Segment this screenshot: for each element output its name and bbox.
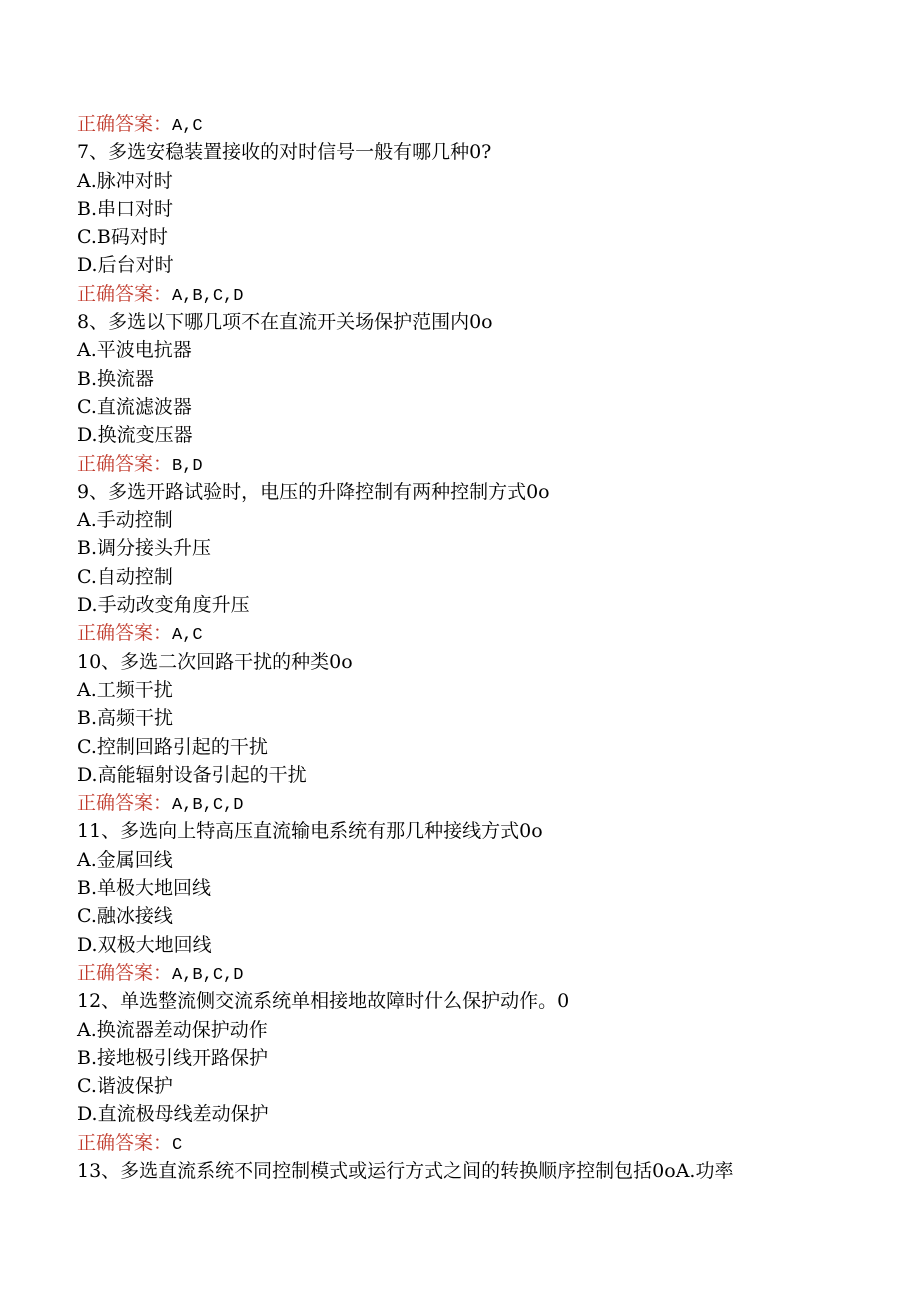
answer-value: B,D	[172, 456, 203, 476]
answer-label: 正确答案：	[77, 282, 173, 305]
option-item: C.融冰接线	[77, 905, 173, 928]
answer-value: A,B,C,D	[172, 796, 244, 816]
answer-value: C	[172, 1135, 183, 1155]
answer-line	[77, 959, 877, 987]
option-item: A.金属回线	[77, 848, 173, 871]
question-block	[77, 138, 877, 308]
option-item: A.脉冲对时	[77, 169, 173, 192]
question-text: 11、多选向上特高压直流输电系统有那几种接线方式0o	[77, 820, 543, 843]
question-text: 8、多选以下哪几项不在直流开关场保护范围内0o	[77, 311, 493, 334]
document-page	[77, 110, 877, 1185]
option-item: C.控制回路引起的干扰	[77, 735, 268, 758]
answer-label: 正确答案：	[77, 622, 173, 645]
question-block	[77, 478, 877, 648]
option-item: B.高频干扰	[77, 707, 174, 730]
answer-line	[77, 1129, 877, 1157]
question-text: 9、多选开路试验时，电压的升降控制有两种控制方式0o	[77, 480, 550, 503]
option-item: A.平波电抗器	[77, 339, 192, 362]
answer-value: A,C	[172, 626, 203, 646]
answer-value: A,B,C,D	[172, 286, 244, 306]
question-block	[77, 987, 877, 1157]
option-item: D.直流极母线差动保护	[77, 1103, 269, 1126]
question-text: 13、多选直流系统不同控制模式或运行方式之间的转换顺序控制包括0oA.功率	[77, 1159, 734, 1182]
answer-label: 正确答案：	[77, 113, 173, 135]
option-item: D.高能辐射设备引起的干扰	[77, 763, 307, 786]
question-text: 10、多选二次回路干扰的种类0o	[77, 650, 353, 673]
option-item: A.换流器差动保护动作	[77, 1018, 268, 1041]
answer-label: 正确答案：	[77, 961, 173, 984]
question-text: 12、单选整流侧交流系统单相接地故障时什么保护动作。0	[77, 990, 570, 1013]
answer-line	[77, 619, 877, 647]
option-item: A.手动控制	[77, 509, 173, 532]
answer-label: 正确答案：	[77, 452, 173, 475]
option-item: D.双极大地回线	[77, 933, 212, 956]
answer-line	[77, 280, 877, 308]
option-item: B.换流器	[77, 367, 155, 390]
answer-line	[77, 110, 877, 138]
answer-line	[77, 789, 877, 817]
answer-label: 正确答案：	[77, 1131, 173, 1154]
option-item: C.B码对时	[77, 226, 168, 249]
question-block	[77, 648, 877, 818]
option-item: D.换流变压器	[77, 424, 193, 447]
question-text: 7、多选安稳装置接收的对时信号一般有哪几种0?	[77, 141, 492, 164]
answer-line	[77, 450, 877, 478]
question-block	[77, 308, 877, 478]
option-item: C.自动控制	[77, 565, 173, 588]
option-item: B.单极大地回线	[77, 877, 212, 900]
question-list	[77, 138, 877, 1157]
question-block	[77, 817, 877, 987]
option-item: B.串口对时	[77, 197, 174, 220]
answer-value: A,B,C,D	[172, 965, 244, 985]
option-item: B.接地极引线开路保护	[77, 1046, 269, 1069]
option-item: C.谐波保护	[77, 1075, 173, 1098]
option-item: C.直流滤波器	[77, 395, 192, 418]
option-item: B.调分接头升压	[77, 537, 212, 560]
option-item: A.工频干扰	[77, 678, 173, 701]
answer-label: 正确答案：	[77, 792, 173, 815]
answer-value: A,C	[172, 117, 203, 136]
option-item: D.手动改变角度升压	[77, 594, 250, 617]
option-item: D.后台对时	[77, 254, 174, 277]
